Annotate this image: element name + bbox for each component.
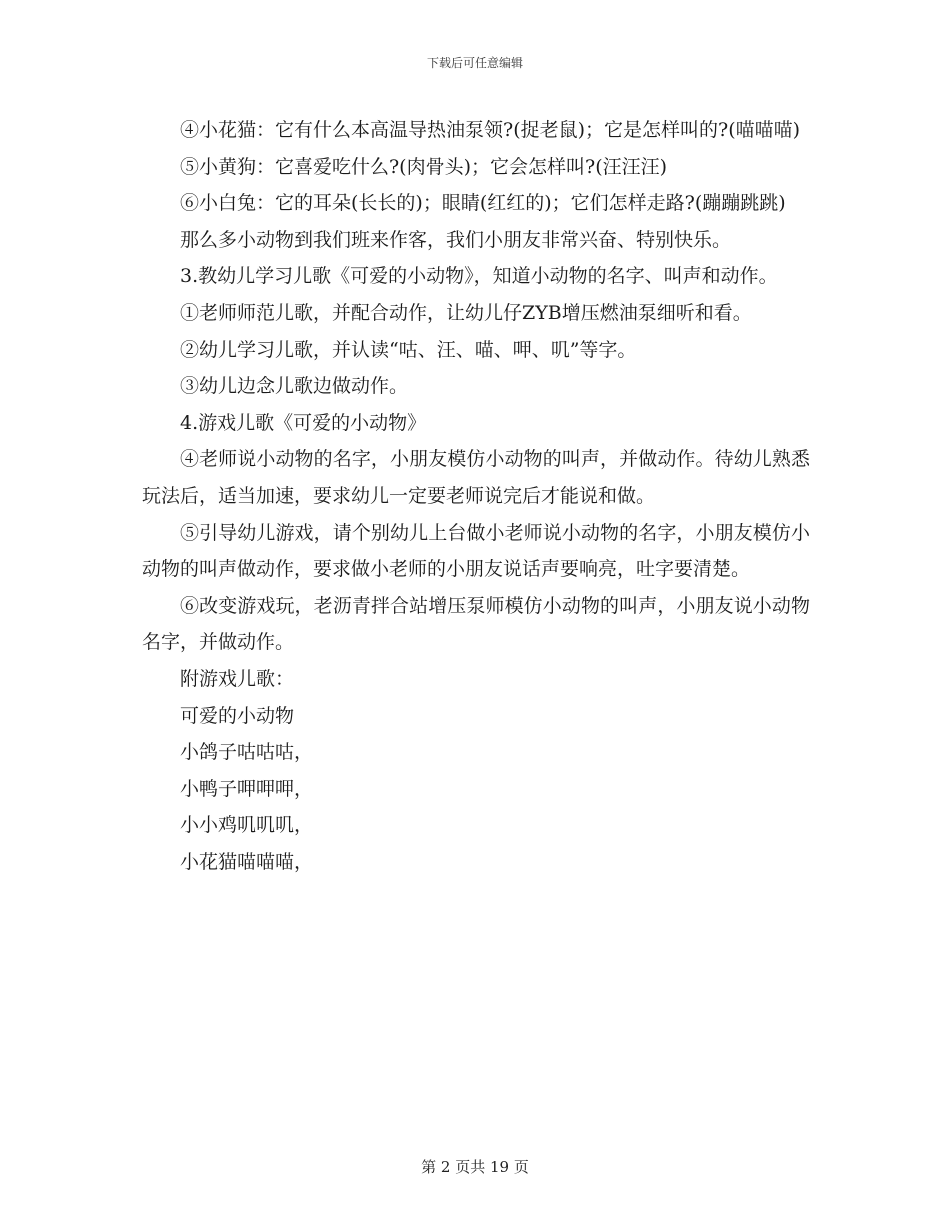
paragraph-rhyme-line-2: 小鸭子呷呷呷， — [180, 777, 314, 800]
paragraph-step-4: 4.游戏儿歌《可爱的小动物》 — [180, 411, 427, 434]
paragraph-step-4-5: ⑤引导幼儿游戏，请个别幼儿上台做小老师说小动物的名字，小朋友模仿小动物的叫声做动作，要求做小老师的小朋友说话声要响亮，吐字要清楚。 — [142, 521, 810, 581]
paragraph-kitten: ④小花猫：它有什么本高温导热油泵领?(捉老鼠)；它是怎样叫的?(喵喵喵) — [180, 119, 801, 141]
paragraph-step-4-4: ④老师说小动物的名字，小朋友模仿小动物的叫声，并做动作。待幼儿熟悉玩法后，适当加速，要求幼儿一定要老师说完后才能说和做。 — [142, 448, 810, 507]
paragraph-step-3-3: ③幼儿边念儿歌边做动作。 — [180, 375, 409, 398]
paragraph-rhyme-title: 可爱的小动物 — [180, 704, 295, 727]
paragraph-rhyme-heading: 附游戏儿歌： — [180, 667, 295, 690]
paragraph-step-3-1: ①老师师范儿歌，并配合动作，让幼儿仔ZYB增压燃油泵细听和看。 — [180, 301, 752, 324]
page-header: 下载后可任意编辑 — [426, 56, 523, 70]
paragraph-step-3: 3.教幼儿学习儿歌《可爱的小动物》，知道小动物的名字、叫声和动作。 — [180, 265, 778, 288]
paragraph-step-4-6: ⑥改变游戏玩，老沥青拌合站增压泵师模仿小动物的叫声，小朋友说小动物名字，并做动作。 — [142, 594, 810, 654]
paragraph-rhyme-line-4: 小花猫喵喵喵， — [180, 850, 314, 873]
paragraph-rabbit: ⑥小白兔：它的耳朵(长长的)；眼睛(红红的)；它们怎样走路?(蹦蹦跳跳) — [180, 192, 786, 215]
paragraph-rhyme-line-3: 小小鸡叽叽叽， — [180, 814, 314, 837]
page-footer: 第 2 页共 19 页 — [421, 1158, 529, 1176]
paragraph-puppy: ⑤小黄狗：它喜爱吃什么?(肉骨头)；它会怎样叫?(汪汪汪) — [180, 155, 668, 178]
paragraph-guests: 那么多小动物到我们班来作客，我们小朋友非常兴奋、特别快乐。 — [180, 228, 732, 251]
document-body — [142, 112, 810, 880]
paragraph-rhyme-line-1: 小鸽子咕咕咕， — [180, 741, 314, 764]
paragraph-step-3-2: ②幼儿学习儿歌，并认读“咕、汪、喵、呷、叽”等字。 — [180, 338, 637, 361]
